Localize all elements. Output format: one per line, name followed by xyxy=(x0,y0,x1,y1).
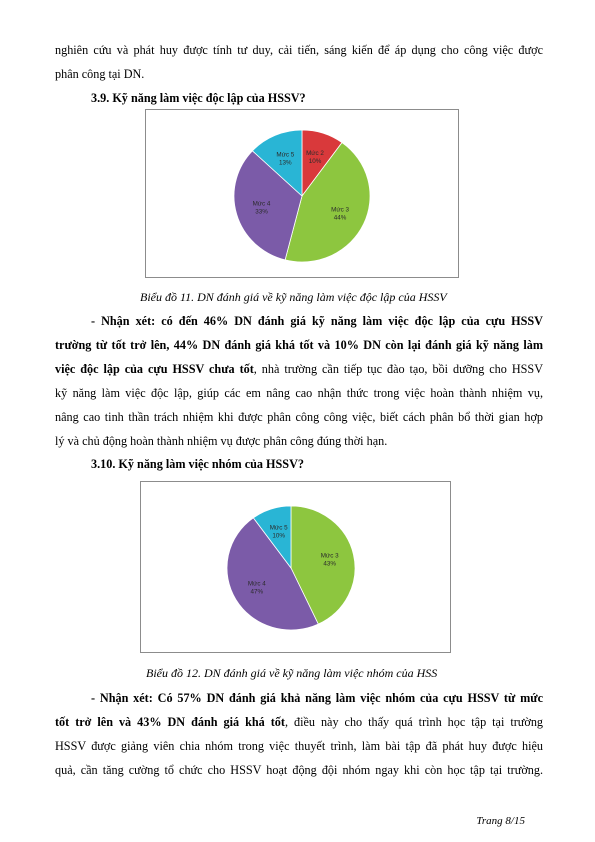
remark-1-line-3 xyxy=(55,361,543,377)
pie2-slice-1-pct: 47% xyxy=(250,588,264,596)
remark-1-line-5: nâng cao tinh thần trách nhiệm khi được phân công công việc, biết cách phân bổ thời gian hợp xyxy=(55,410,543,424)
pie2-slice-1-label: Mức 4 xyxy=(247,580,266,588)
remark-2-line-1: - Nhận xét: Có 57% DN đánh giá khả năng làm việc nhóm của cựu HSSV từ mức xyxy=(91,691,543,705)
pie1-slice-3-label: Mức 5 xyxy=(276,151,295,159)
pie1-slice-0-pct: 10% xyxy=(308,158,322,166)
chart-caption-12: Biểu đồ 12. DN đánh giá về kỹ năng làm việc nhóm của HSS xyxy=(146,666,438,680)
pie2-slice-0-pct: 43% xyxy=(323,560,337,568)
remark-2-line-4: quả, cần tăng cường tổ chức cho HSSV hoạt động đội nhóm ngay khi còn học tập tại trường. xyxy=(55,763,543,777)
remark-2-line-3: HSSV được giảng viên chia nhóm trong việc thuyết trình, làm bài tập đã phát huy được hiệu xyxy=(55,739,543,753)
chart-caption-11: Biểu đồ 11. DN đánh giá về kỹ năng làm việc độc lập của HSSV xyxy=(140,290,447,304)
remark-1-line-3-bold: việc độc lập của cựu HSSV chưa tốt xyxy=(55,362,254,376)
remark-1-line-1: - Nhận xét: có đến 46% DN đánh giá kỹ năng làm việc độc lập của cựu HSSV xyxy=(91,314,543,328)
pie-chart-independent-work xyxy=(145,109,459,278)
pie2-slice-0-label: Mức 3 xyxy=(320,552,339,560)
pie1-slice-0-label: Mức 2 xyxy=(306,150,324,158)
pie-chart-teamwork xyxy=(140,481,451,653)
pie2-slice-2-label: Mức 5 xyxy=(269,524,288,532)
pie2-slice-2-pct: 10% xyxy=(272,532,286,540)
remark-1-line-2: trường từ tốt trở lên, 44% DN đánh giá khá tốt và 10% DN còn lại đánh giá kỹ năng làm xyxy=(55,338,543,352)
section-heading-3-10: 3.10. Kỹ năng làm việc nhóm của HSSV? xyxy=(91,457,304,471)
pie-chart-1-svg xyxy=(146,110,458,277)
remark-2-line-2-bold: tốt trở lên và 43% DN đánh giá khá tốt xyxy=(55,715,285,729)
remark-2-line-2-rest: , điều này cho thấy quá trình học tập tại trường xyxy=(284,715,544,729)
pie1-slice-1-pct: 44% xyxy=(333,214,347,222)
remark-1-line-6: lý và chủ động hoàn thành nhiệm vụ được phân công đúng thời hạn. xyxy=(55,434,388,448)
remark-1-line-4: kỹ năng làm việc độc lập, giúp các em nâng cao nhận thức trong việc hoàn thành nhiệm vụ, xyxy=(55,386,543,400)
section-heading-3-9: 3.9. Kỹ năng làm việc độc lập của HSSV? xyxy=(91,91,306,105)
remark-2-line-2 xyxy=(55,714,543,730)
page-number: Trang 8/15 xyxy=(476,815,525,827)
remark-1-line-3-rest: , nhà trường cần tiếp tục đào tạo, bồi dưỡng cho HSSV xyxy=(253,362,543,376)
pie-chart-2-svg xyxy=(141,482,450,652)
pie1-slice-2-pct: 33% xyxy=(255,208,268,216)
pie1-slice-3-pct: 13% xyxy=(278,159,292,167)
pie1-slice-2-label: Mức 4 xyxy=(252,200,271,208)
intro-line-1: nghiên cứu và phát huy được tính tư duy, cải tiến, sáng kiến để áp dụng cho công việc được xyxy=(55,43,543,57)
intro-line-2: phân công tại DN. xyxy=(55,67,145,81)
pie1-slice-1-label: Mức 3 xyxy=(331,206,350,214)
